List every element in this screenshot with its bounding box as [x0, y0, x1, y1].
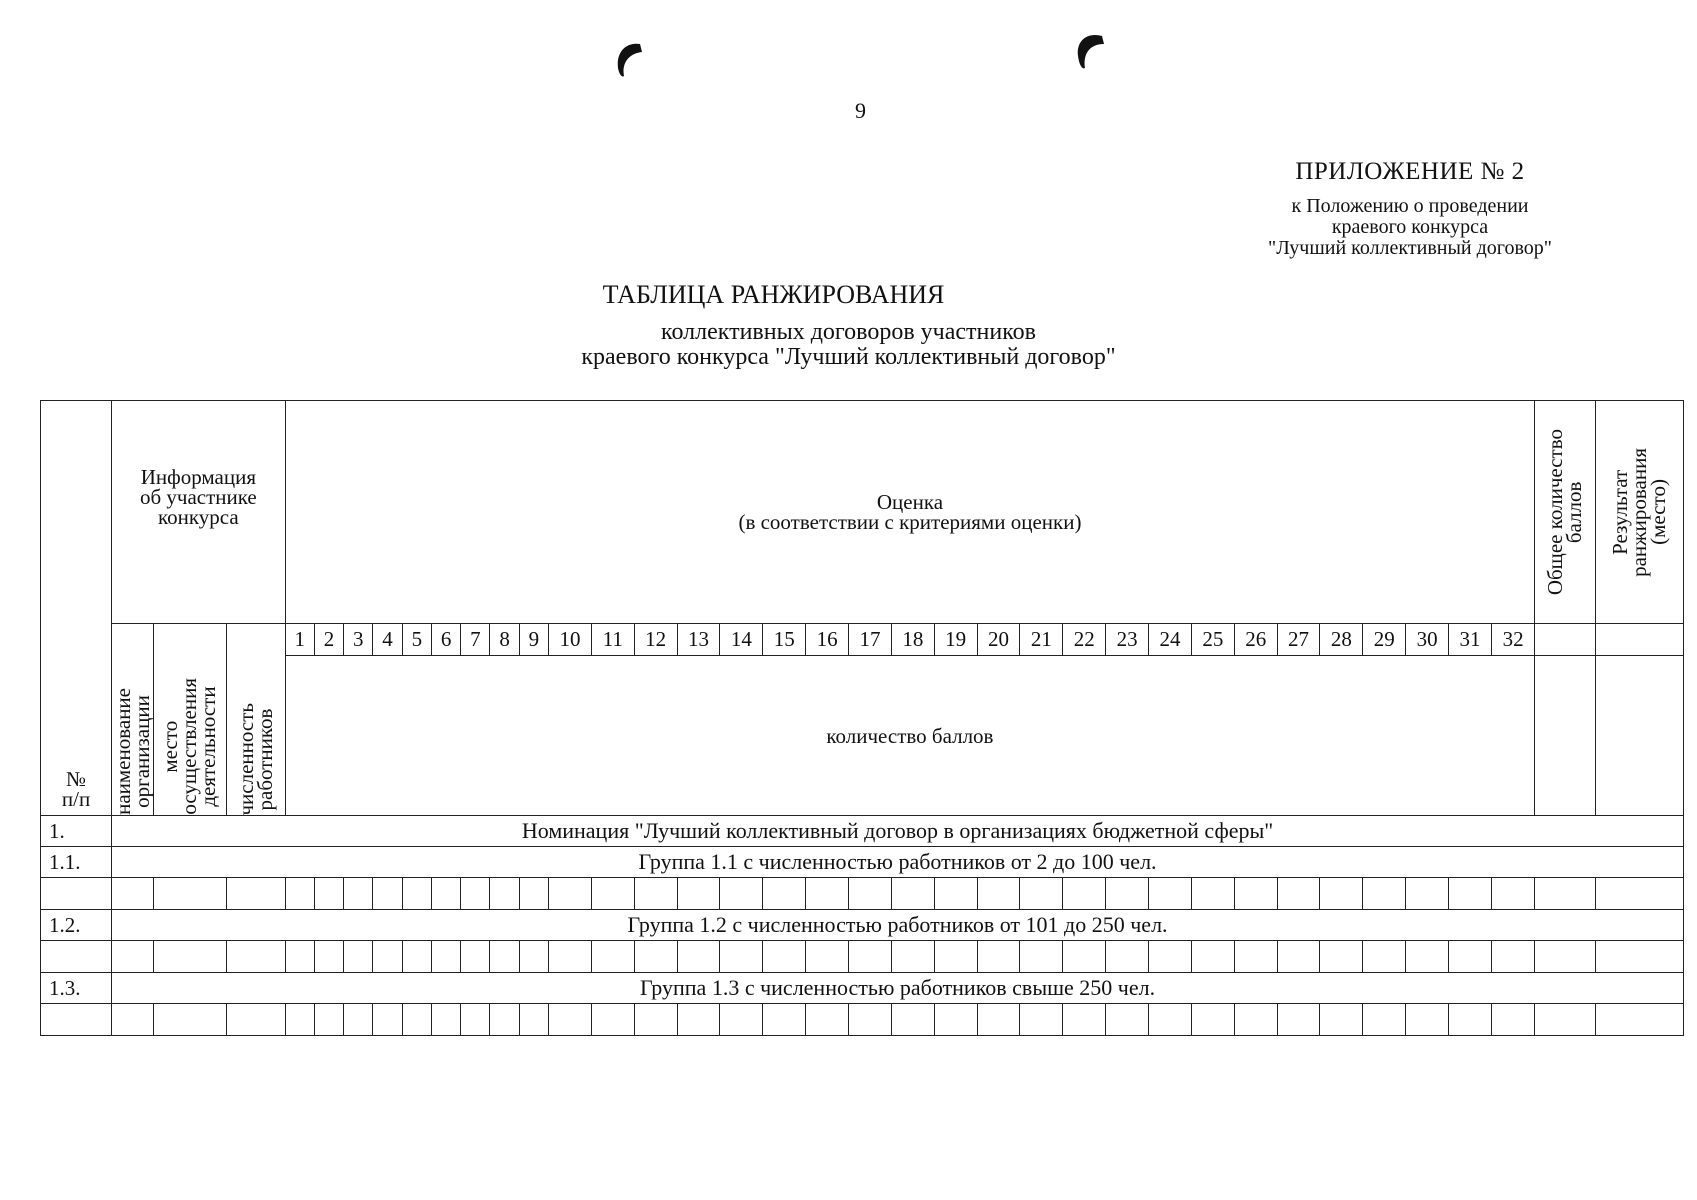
- table-cell: [1020, 941, 1063, 973]
- ranking-result-cell: [1595, 624, 1683, 656]
- table-cell: [1191, 941, 1234, 973]
- table-cell: [549, 941, 592, 973]
- table-cell: [112, 1004, 154, 1036]
- criterion-number: 32: [1491, 624, 1534, 656]
- table-cell: [806, 1004, 849, 1036]
- table-cell: [891, 1004, 934, 1036]
- table-cell: [373, 878, 402, 910]
- table-cell: [934, 878, 977, 910]
- table-cell: [720, 941, 763, 973]
- table-cell: [1277, 878, 1320, 910]
- table-cell: [549, 1004, 592, 1036]
- table-cell: [1449, 941, 1492, 973]
- table-cell: [490, 1004, 519, 1036]
- info-column-header-line: работников: [252, 707, 277, 810]
- criterion-number: 31: [1449, 624, 1492, 656]
- table-cell: [402, 1004, 431, 1036]
- table-cell: [849, 1004, 892, 1036]
- table-cell: [402, 941, 431, 973]
- table-cell: [1191, 1004, 1234, 1036]
- table-cell: [720, 878, 763, 910]
- ranking-result-header-line: Результат: [1607, 469, 1632, 555]
- table-cell: [1106, 941, 1149, 973]
- table-cell: [519, 1004, 548, 1036]
- punch-hole-mark: [1072, 30, 1106, 70]
- criterion-number: 3: [344, 624, 373, 656]
- table-cell: [1491, 878, 1534, 910]
- table-cell: [1535, 1004, 1596, 1036]
- section-title: Номинация "Лучший коллективный договор в организациях бюджетной сферы": [112, 816, 1684, 847]
- info-column-header-line: осуществления: [177, 678, 202, 815]
- table-cell: [1363, 1004, 1406, 1036]
- table-cell: [344, 1004, 373, 1036]
- title-line: коллективных договоров участников: [661, 319, 1036, 345]
- criterion-number: 21: [1020, 624, 1063, 656]
- criterion-number: 15: [763, 624, 806, 656]
- table-cell: [1234, 878, 1277, 910]
- table-cell: [1320, 878, 1363, 910]
- table-cell: [1063, 878, 1106, 910]
- table-cell: [1406, 1004, 1449, 1036]
- table-cell: [285, 878, 314, 910]
- table-cell: [549, 878, 592, 910]
- table-cell: [344, 878, 373, 910]
- table-cell: [1363, 941, 1406, 973]
- table-cell: [490, 941, 519, 973]
- table-cell: [1149, 1004, 1192, 1036]
- criterion-number: 28: [1320, 624, 1363, 656]
- table-cell: [1595, 941, 1683, 973]
- criterion-number: 6: [431, 624, 460, 656]
- section-number: 1.1.: [41, 847, 112, 878]
- total-points-cell: [1535, 656, 1596, 816]
- table-cell: [591, 878, 634, 910]
- table-cell: [1406, 941, 1449, 973]
- table-cell: [1149, 878, 1192, 910]
- table-cell: [461, 1004, 490, 1036]
- table-cell: [677, 878, 720, 910]
- table-cell: [634, 878, 677, 910]
- table-cell: [634, 941, 677, 973]
- title-subtitle: [0, 320, 1697, 370]
- criterion-number: 16: [806, 624, 849, 656]
- table-cell: [806, 878, 849, 910]
- org-name-header: [112, 624, 154, 816]
- table-cell: [849, 941, 892, 973]
- total-points-cell: [1535, 624, 1596, 656]
- table-cell: [677, 1004, 720, 1036]
- table-cell: [1277, 941, 1320, 973]
- score-header-line: Оценка: [876, 490, 944, 514]
- table-cell: [591, 1004, 634, 1036]
- table-cell: [431, 941, 460, 973]
- table-cell: [977, 941, 1020, 973]
- table-cell: [934, 1004, 977, 1036]
- table-cell: [227, 878, 286, 910]
- criterion-number: 14: [720, 624, 763, 656]
- appendix-subtitle: [1230, 196, 1590, 259]
- table-cell: [373, 941, 402, 973]
- activity-place-header: [153, 624, 226, 816]
- table-cell: [153, 1004, 226, 1036]
- table-cell: [41, 878, 112, 910]
- row-number-header-line: №: [66, 767, 87, 791]
- criterion-number: 8: [490, 624, 519, 656]
- table-cell: [461, 878, 490, 910]
- table-cell: [1020, 878, 1063, 910]
- row-number-header-line: п/п: [61, 787, 91, 811]
- total-points-header-line: баллов: [1562, 481, 1587, 543]
- table-cell: [763, 1004, 806, 1036]
- document-title: [0, 280, 1697, 370]
- ranking-result-header: [1595, 401, 1683, 624]
- section-number: 1.3.: [41, 973, 112, 1004]
- table-cell: [519, 941, 548, 973]
- criterion-number: 26: [1234, 624, 1277, 656]
- criterion-number: 20: [977, 624, 1020, 656]
- participant-info-header-line: конкурса: [158, 505, 239, 529]
- table-cell: [314, 878, 343, 910]
- criterion-number: 2: [314, 624, 343, 656]
- table-cell: [1406, 878, 1449, 910]
- table-cell: [153, 878, 226, 910]
- criterion-number: 18: [891, 624, 934, 656]
- table-cell: [1320, 1004, 1363, 1036]
- table-cell: [227, 1004, 286, 1036]
- participant-info-header-line: Информация: [140, 465, 256, 489]
- table-cell: [1277, 1004, 1320, 1036]
- score-header: [285, 401, 1535, 624]
- table-cell: [41, 941, 112, 973]
- appendix-heading: ПРИЛОЖЕНИЕ № 2: [1295, 158, 1525, 185]
- table-cell: [285, 1004, 314, 1036]
- section-title: Группа 1.2 с численностью работников от 101 до 250 чел.: [112, 910, 1684, 941]
- participant-info-header-line: об участнике: [139, 485, 257, 509]
- info-column-header-line: наименование: [110, 688, 135, 815]
- info-column-header-line: деятельности: [196, 686, 221, 807]
- criterion-number: 25: [1191, 624, 1234, 656]
- table-cell: [934, 941, 977, 973]
- criterion-number: 13: [677, 624, 720, 656]
- table-cell: [1149, 941, 1192, 973]
- table-cell: [1363, 878, 1406, 910]
- punch-hole-mark: [612, 40, 646, 80]
- table-cell: [314, 1004, 343, 1036]
- section-number: 1.2.: [41, 910, 112, 941]
- table-cell: [41, 1004, 112, 1036]
- table-cell: [1595, 1004, 1683, 1036]
- section-number: 1.: [41, 816, 112, 847]
- title-heading: ТАБЛИЦА РАНЖИРОВАНИЯ: [602, 280, 945, 309]
- criterion-number: 29: [1363, 624, 1406, 656]
- info-column-header-line: численность: [233, 702, 258, 815]
- criterion-number: 23: [1106, 624, 1149, 656]
- table-cell: [763, 878, 806, 910]
- table-cell: [1449, 878, 1492, 910]
- table-cell: [977, 878, 1020, 910]
- table-cell: [1063, 941, 1106, 973]
- table-cell: [891, 878, 934, 910]
- table-cell: [227, 941, 286, 973]
- table-cell: [490, 878, 519, 910]
- ranking-table: [40, 400, 1684, 1036]
- criterion-number: 17: [849, 624, 892, 656]
- criterion-number: 4: [373, 624, 402, 656]
- criterion-number: 5: [402, 624, 431, 656]
- appendix-line: к Положению о проведении: [1291, 195, 1529, 217]
- table-cell: [402, 878, 431, 910]
- table-cell: [806, 941, 849, 973]
- table-cell: [677, 941, 720, 973]
- table-cell: [891, 941, 934, 973]
- criterion-number: 7: [461, 624, 490, 656]
- table-cell: [1191, 878, 1234, 910]
- table-cell: [1106, 1004, 1149, 1036]
- table-cell: [1020, 1004, 1063, 1036]
- criterion-number: 22: [1063, 624, 1106, 656]
- table-cell: [591, 941, 634, 973]
- table-cell: [1491, 1004, 1534, 1036]
- table-cell: [1234, 1004, 1277, 1036]
- ranking-result-header-line: ранжирования: [1626, 447, 1651, 577]
- table-cell: [519, 878, 548, 910]
- criterion-number: 27: [1277, 624, 1320, 656]
- appendix-line: краевого конкурса: [1331, 216, 1489, 238]
- table-cell: [849, 878, 892, 910]
- table-cell: [461, 941, 490, 973]
- participant-info-header: [112, 401, 286, 624]
- criterion-number: 9: [519, 624, 548, 656]
- table-cell: [285, 941, 314, 973]
- total-points-header-line: Общее количество: [1543, 428, 1568, 596]
- table-cell: [431, 1004, 460, 1036]
- employee-count-header: [227, 624, 286, 816]
- table-cell: [112, 878, 154, 910]
- criterion-number: 10: [549, 624, 592, 656]
- table-cell: [153, 941, 226, 973]
- table-cell: [1449, 1004, 1492, 1036]
- table-cell: [1535, 941, 1596, 973]
- info-column-header-line: организации: [129, 695, 154, 808]
- table-cell: [1491, 941, 1534, 973]
- table-cell: [1320, 941, 1363, 973]
- table-cell: [1595, 878, 1683, 910]
- criterion-number: 1: [285, 624, 314, 656]
- criterion-number: 30: [1406, 624, 1449, 656]
- table-cell: [1234, 941, 1277, 973]
- score-header-line: (в соответствии с критериями оценки): [738, 510, 1082, 534]
- table-cell: [373, 1004, 402, 1036]
- table-cell: [431, 878, 460, 910]
- criterion-number: 12: [634, 624, 677, 656]
- info-column-header-line: место: [158, 720, 183, 773]
- section-title: Группа 1.3 с численностью работников свыше 250 чел.: [112, 973, 1684, 1004]
- appendix-line: "Лучший коллективный договор": [1268, 237, 1552, 259]
- criterion-number: 24: [1149, 624, 1192, 656]
- table-cell: [720, 1004, 763, 1036]
- ranking-result-cell: [1595, 656, 1683, 816]
- table-cell: [1063, 1004, 1106, 1036]
- total-points-header: [1535, 401, 1596, 624]
- row-number-header: [41, 401, 112, 816]
- points-units-label: количество баллов: [285, 656, 1535, 816]
- table-cell: [1106, 878, 1149, 910]
- criterion-number: 19: [934, 624, 977, 656]
- section-title: Группа 1.1 с численностью работников от 2 до 100 чел.: [112, 847, 1684, 878]
- appendix-block: [1230, 158, 1590, 259]
- page-number: 9: [855, 98, 866, 123]
- table-cell: [634, 1004, 677, 1036]
- table-cell: [112, 941, 154, 973]
- table-cell: [977, 1004, 1020, 1036]
- ranking-result-header-line: (место): [1645, 479, 1670, 545]
- table-cell: [314, 941, 343, 973]
- table-cell: [344, 941, 373, 973]
- criterion-number: 11: [591, 624, 634, 656]
- title-line: краевого конкурса "Лучший коллективный договор": [581, 344, 1116, 370]
- table-cell: [763, 941, 806, 973]
- table-cell: [1535, 878, 1596, 910]
